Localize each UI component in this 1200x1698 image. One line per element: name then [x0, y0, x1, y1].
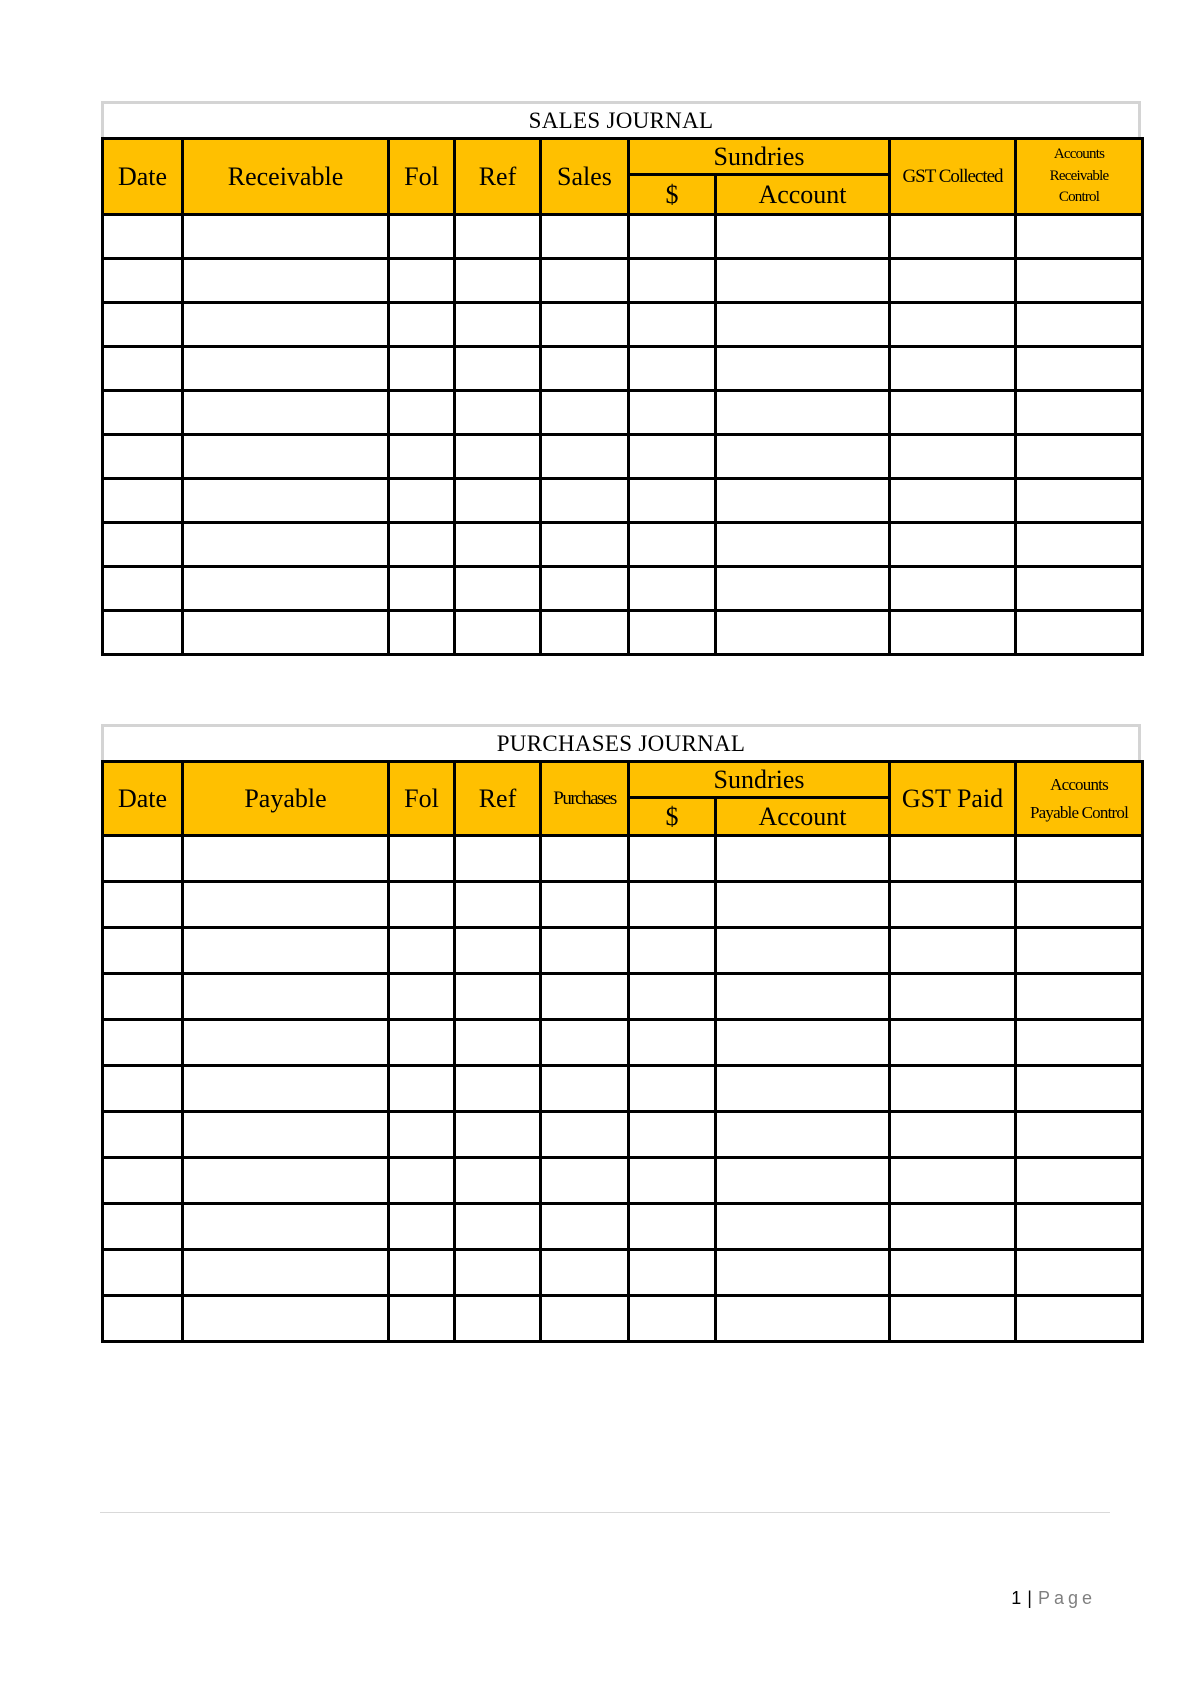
table-row: [103, 479, 1143, 523]
table-cell[interactable]: [541, 928, 629, 974]
header-sundries-dollar: $: [629, 798, 716, 836]
table-cell[interactable]: [183, 479, 389, 523]
table-cell[interactable]: [629, 435, 716, 479]
table-cell[interactable]: [183, 567, 389, 611]
table-cell[interactable]: [183, 611, 389, 655]
sales-journal-body: [103, 215, 1143, 655]
table-cell[interactable]: [890, 836, 1016, 882]
table-cell[interactable]: [103, 1066, 183, 1112]
table-cell[interactable]: [183, 391, 389, 435]
table-row: [103, 523, 1143, 567]
header-fol: Fol: [389, 139, 455, 215]
table-row: [103, 882, 1143, 928]
table-cell[interactable]: [389, 1020, 455, 1066]
table-cell[interactable]: [389, 1296, 455, 1342]
table-row: [103, 1066, 1143, 1112]
header-fol: Fol: [389, 762, 455, 836]
control-line-3: Control: [1058, 189, 1100, 206]
table-cell[interactable]: [1016, 1250, 1143, 1296]
table-cell[interactable]: [183, 1112, 389, 1158]
table-cell[interactable]: [541, 611, 629, 655]
table-cell[interactable]: [629, 836, 716, 882]
table-cell[interactable]: [103, 435, 183, 479]
header-gst-paid: GST Paid: [890, 762, 1016, 836]
footer-separator: |: [1027, 1588, 1032, 1608]
table-cell[interactable]: [716, 479, 890, 523]
table-cell[interactable]: [629, 882, 716, 928]
table-cell[interactable]: [455, 974, 541, 1020]
purchases-journal-body: [103, 836, 1143, 1342]
table-cell[interactable]: [455, 1204, 541, 1250]
table-cell[interactable]: [541, 435, 629, 479]
table-cell[interactable]: [183, 435, 389, 479]
table-cell[interactable]: [890, 259, 1016, 303]
table-cell[interactable]: [541, 1020, 629, 1066]
table-cell[interactable]: [1016, 1020, 1143, 1066]
table-cell[interactable]: [541, 391, 629, 435]
table-cell[interactable]: [389, 836, 455, 882]
table-cell[interactable]: [1016, 1066, 1143, 1112]
table-cell[interactable]: [455, 1158, 541, 1204]
table-row: [103, 928, 1143, 974]
table-row: [103, 1204, 1143, 1250]
table-cell[interactable]: [103, 1296, 183, 1342]
table-cell[interactable]: [455, 567, 541, 611]
table-cell[interactable]: [1016, 259, 1143, 303]
table-cell[interactable]: [541, 479, 629, 523]
header-purchases: Purchases: [541, 762, 629, 836]
table-row: [103, 1158, 1143, 1204]
table-cell[interactable]: [1016, 928, 1143, 974]
table-cell[interactable]: [183, 1066, 389, 1112]
table-cell[interactable]: [629, 611, 716, 655]
table-cell[interactable]: [716, 347, 890, 391]
table-cell[interactable]: [389, 479, 455, 523]
table-cell[interactable]: [389, 567, 455, 611]
table-cell[interactable]: [455, 303, 541, 347]
page-number: 1: [1011, 1588, 1022, 1608]
table-cell[interactable]: [629, 1020, 716, 1066]
table-row: [103, 435, 1143, 479]
table-cell[interactable]: [716, 567, 890, 611]
table-cell[interactable]: [629, 1112, 716, 1158]
table-cell[interactable]: [183, 347, 389, 391]
table-cell[interactable]: [1016, 1296, 1143, 1342]
table-cell[interactable]: [1016, 391, 1143, 435]
table-cell[interactable]: [103, 1020, 183, 1066]
header-accounts-payable-control: [1016, 762, 1143, 836]
table-cell[interactable]: [103, 567, 183, 611]
table-cell[interactable]: [455, 1112, 541, 1158]
table-cell[interactable]: [541, 259, 629, 303]
header-sundries: Sundries: [629, 762, 890, 798]
header-sundries-account: Account: [716, 175, 890, 215]
table-cell[interactable]: [890, 215, 1016, 259]
table-cell[interactable]: [541, 567, 629, 611]
table-cell[interactable]: [1016, 567, 1143, 611]
table-cell[interactable]: [541, 1112, 629, 1158]
table-cell[interactable]: [890, 1020, 1016, 1066]
table-cell[interactable]: [455, 836, 541, 882]
table-cell[interactable]: [183, 1250, 389, 1296]
table-cell[interactable]: [890, 303, 1016, 347]
table-cell[interactable]: [890, 1296, 1016, 1342]
table-cell[interactable]: [629, 1066, 716, 1112]
purchases-journal-title: PURCHASES JOURNAL: [101, 724, 1141, 760]
table-cell[interactable]: [103, 259, 183, 303]
table-row: [103, 347, 1143, 391]
table-cell[interactable]: [716, 611, 890, 655]
table-cell[interactable]: [455, 259, 541, 303]
table-cell[interactable]: [629, 303, 716, 347]
control-line-1: Accounts: [1050, 775, 1108, 795]
table-row: [103, 1296, 1143, 1342]
table-cell[interactable]: [103, 836, 183, 882]
table-cell[interactable]: [455, 479, 541, 523]
table-cell[interactable]: [716, 1066, 890, 1112]
table-cell[interactable]: [389, 523, 455, 567]
table-cell[interactable]: [716, 974, 890, 1020]
table-row: [103, 259, 1143, 303]
table-cell[interactable]: [455, 391, 541, 435]
table-cell[interactable]: [103, 523, 183, 567]
table-cell[interactable]: [629, 1250, 716, 1296]
table-cell[interactable]: [716, 303, 890, 347]
table-cell[interactable]: [890, 391, 1016, 435]
table-cell[interactable]: [716, 215, 890, 259]
table-cell[interactable]: [1016, 836, 1143, 882]
header-gst-collected: GST Collected: [890, 139, 1016, 215]
table-cell[interactable]: [183, 974, 389, 1020]
table-cell[interactable]: [890, 567, 1016, 611]
table-cell[interactable]: [716, 391, 890, 435]
table-cell[interactable]: [629, 1158, 716, 1204]
header-date: Date: [103, 762, 183, 836]
table-cell[interactable]: [1016, 882, 1143, 928]
table-cell[interactable]: [103, 479, 183, 523]
page-footer: [1011, 1588, 1096, 1609]
table-cell[interactable]: [629, 347, 716, 391]
table-cell[interactable]: [890, 1066, 1016, 1112]
table-cell[interactable]: [389, 974, 455, 1020]
table-cell[interactable]: [103, 1204, 183, 1250]
sales-journal-title: SALES JOURNAL: [101, 101, 1141, 137]
table-cell[interactable]: [1016, 479, 1143, 523]
table-cell[interactable]: [716, 836, 890, 882]
table-row: [103, 391, 1143, 435]
table-cell[interactable]: [183, 928, 389, 974]
table-cell[interactable]: [389, 1112, 455, 1158]
table-cell[interactable]: [890, 1112, 1016, 1158]
table-cell[interactable]: [455, 882, 541, 928]
table-row: [103, 836, 1143, 882]
table-cell[interactable]: [183, 882, 389, 928]
sales-journal-table: [101, 137, 1144, 656]
page-label: Page: [1037, 1588, 1096, 1608]
table-cell[interactable]: [455, 611, 541, 655]
table-row: [103, 567, 1143, 611]
table-cell[interactable]: [629, 928, 716, 974]
table-cell[interactable]: [716, 1112, 890, 1158]
table-cell[interactable]: [629, 215, 716, 259]
table-cell[interactable]: [455, 1020, 541, 1066]
header-receivable: Receivable: [183, 139, 389, 215]
table-cell[interactable]: [1016, 435, 1143, 479]
table-cell[interactable]: [541, 303, 629, 347]
table-cell[interactable]: [890, 611, 1016, 655]
header-accounts-receivable-control: [1016, 139, 1143, 215]
header-sundries-dollar: $: [629, 175, 716, 215]
table-cell[interactable]: [890, 974, 1016, 1020]
table-cell[interactable]: [541, 974, 629, 1020]
table-cell[interactable]: [389, 303, 455, 347]
table-cell[interactable]: [183, 836, 389, 882]
table-cell[interactable]: [541, 523, 629, 567]
table-cell[interactable]: [541, 1204, 629, 1250]
purchases-journal: [101, 724, 1141, 1343]
table-cell[interactable]: [541, 1066, 629, 1112]
table-cell[interactable]: [103, 882, 183, 928]
table-cell[interactable]: [541, 215, 629, 259]
table-cell[interactable]: [716, 435, 890, 479]
table-cell[interactable]: [716, 1020, 890, 1066]
table-cell[interactable]: [455, 215, 541, 259]
table-row: [103, 611, 1143, 655]
table-cell[interactable]: [103, 1112, 183, 1158]
sales-journal: [101, 101, 1141, 656]
header-payable: Payable: [183, 762, 389, 836]
table-cell[interactable]: [890, 479, 1016, 523]
table-cell[interactable]: [389, 215, 455, 259]
table-cell[interactable]: [629, 391, 716, 435]
table-cell[interactable]: [183, 259, 389, 303]
table-cell[interactable]: [629, 567, 716, 611]
table-cell[interactable]: [103, 215, 183, 259]
header-sales: Sales: [541, 139, 629, 215]
table-cell[interactable]: [1016, 303, 1143, 347]
table-cell[interactable]: [890, 523, 1016, 567]
header-sundries-account: Account: [716, 798, 890, 836]
table-cell[interactable]: [716, 1296, 890, 1342]
table-cell[interactable]: [629, 1296, 716, 1342]
table-cell[interactable]: [890, 1204, 1016, 1250]
table-cell[interactable]: [455, 523, 541, 567]
table-cell[interactable]: [455, 347, 541, 391]
table-cell[interactable]: [1016, 215, 1143, 259]
header-sundries: Sundries: [629, 139, 890, 175]
table-cell[interactable]: [541, 882, 629, 928]
table-cell[interactable]: [103, 928, 183, 974]
table-row: [103, 1020, 1143, 1066]
table-cell[interactable]: [716, 259, 890, 303]
table-cell[interactable]: [389, 882, 455, 928]
table-cell[interactable]: [890, 435, 1016, 479]
table-cell[interactable]: [716, 1250, 890, 1296]
table-cell[interactable]: [103, 1250, 183, 1296]
table-cell[interactable]: [389, 391, 455, 435]
table-cell[interactable]: [890, 928, 1016, 974]
table-cell[interactable]: [716, 1204, 890, 1250]
table-cell[interactable]: [541, 1158, 629, 1204]
table-cell[interactable]: [389, 259, 455, 303]
table-cell[interactable]: [183, 215, 389, 259]
table-cell[interactable]: [389, 347, 455, 391]
table-cell[interactable]: [389, 1066, 455, 1112]
table-cell[interactable]: [1016, 1112, 1143, 1158]
table-row: [103, 215, 1143, 259]
table-cell[interactable]: [103, 391, 183, 435]
table-cell[interactable]: [389, 1250, 455, 1296]
table-cell[interactable]: [1016, 1158, 1143, 1204]
table-cell[interactable]: [455, 1296, 541, 1342]
table-cell[interactable]: [541, 836, 629, 882]
table-cell[interactable]: [455, 928, 541, 974]
header-ref: Ref: [455, 139, 541, 215]
table-cell[interactable]: [103, 974, 183, 1020]
table-cell[interactable]: [455, 435, 541, 479]
table-row: [103, 1250, 1143, 1296]
table-row: [103, 974, 1143, 1020]
table-cell[interactable]: [890, 1158, 1016, 1204]
header-ref: Ref: [455, 762, 541, 836]
table-cell[interactable]: [183, 523, 389, 567]
header-date: Date: [103, 139, 183, 215]
table-cell[interactable]: [183, 1296, 389, 1342]
table-cell[interactable]: [890, 882, 1016, 928]
table-cell[interactable]: [389, 611, 455, 655]
table-cell[interactable]: [629, 1204, 716, 1250]
table-cell[interactable]: [716, 1158, 890, 1204]
control-line-2: Receivable: [1049, 167, 1109, 184]
table-cell[interactable]: [103, 611, 183, 655]
table-cell[interactable]: [103, 1158, 183, 1204]
table-cell[interactable]: [389, 435, 455, 479]
table-cell[interactable]: [1016, 523, 1143, 567]
table-cell[interactable]: [629, 479, 716, 523]
table-cell[interactable]: [389, 1158, 455, 1204]
table-cell[interactable]: [183, 303, 389, 347]
table-cell[interactable]: [541, 347, 629, 391]
table-cell[interactable]: [716, 928, 890, 974]
table-cell[interactable]: [541, 1250, 629, 1296]
table-cell[interactable]: [183, 1020, 389, 1066]
purchases-journal-table: [101, 760, 1144, 1343]
table-cell[interactable]: [455, 1066, 541, 1112]
table-cell[interactable]: [890, 347, 1016, 391]
table-cell[interactable]: [183, 1204, 389, 1250]
table-cell[interactable]: [1016, 611, 1143, 655]
table-cell[interactable]: [1016, 974, 1143, 1020]
table-cell[interactable]: [629, 523, 716, 567]
table-cell[interactable]: [716, 882, 890, 928]
table-cell[interactable]: [629, 259, 716, 303]
table-cell[interactable]: [716, 523, 890, 567]
table-cell[interactable]: [103, 347, 183, 391]
table-cell[interactable]: [103, 303, 183, 347]
table-cell[interactable]: [183, 1158, 389, 1204]
table-cell[interactable]: [629, 974, 716, 1020]
table-cell[interactable]: [1016, 347, 1143, 391]
table-row: [103, 1112, 1143, 1158]
table-cell[interactable]: [455, 1250, 541, 1296]
table-cell[interactable]: [541, 1296, 629, 1342]
control-line-2: Payable Control: [1029, 802, 1128, 822]
table-cell[interactable]: [389, 1204, 455, 1250]
control-line-1: Accounts: [1053, 145, 1105, 162]
table-cell[interactable]: [389, 928, 455, 974]
table-cell[interactable]: [1016, 1204, 1143, 1250]
table-cell[interactable]: [890, 1250, 1016, 1296]
footer-divider: [100, 1512, 1110, 1513]
table-row: [103, 303, 1143, 347]
